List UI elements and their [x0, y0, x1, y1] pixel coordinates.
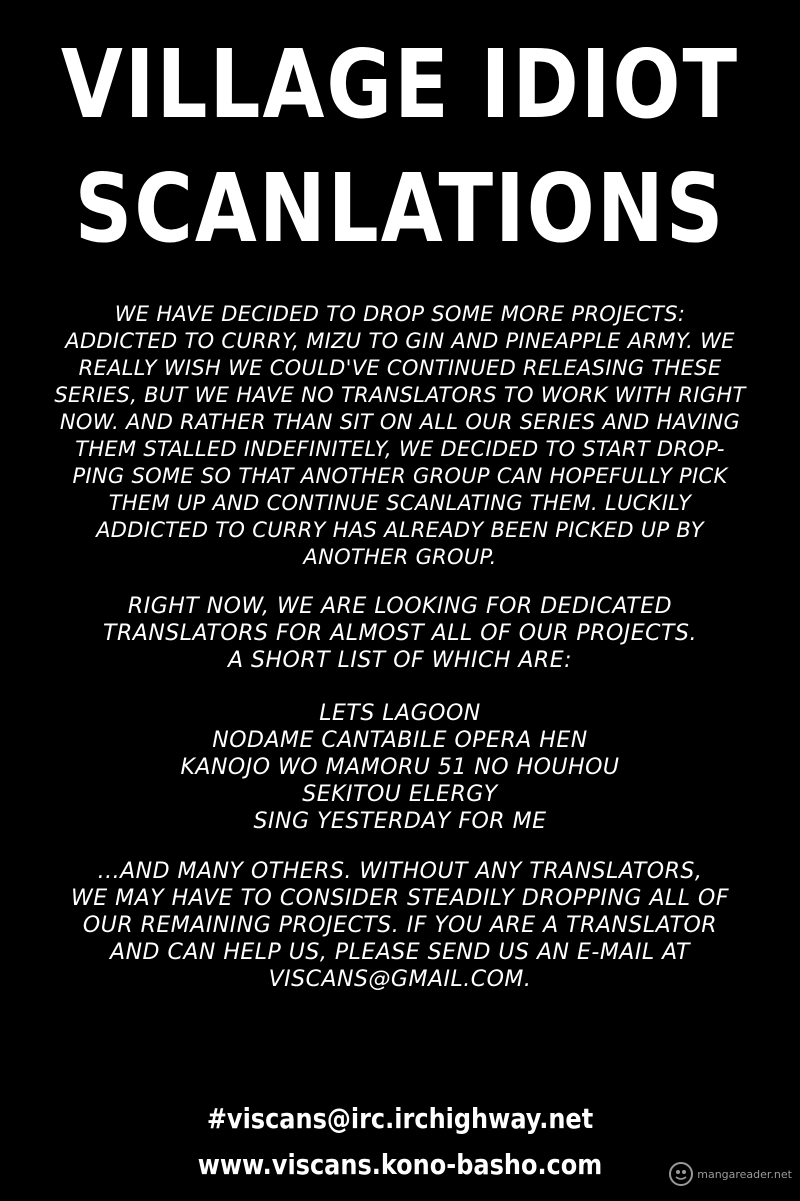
text-line: PING SOME SO THAT ANOTHER GROUP CAN HOPEFULLY PICK [72, 464, 728, 488]
text-line: THEM UP AND CONTINUE SCANLATING THEM. LUCKILY [108, 491, 692, 515]
text-line: AND CAN HELP US, PLEASE SEND US AN E-MAIL AT [110, 940, 690, 965]
email-address: VISCANS@GMAIL.COM. [268, 967, 532, 992]
irc-channel: #viscans@irc.irchighway.net [206, 1102, 594, 1136]
text-line: OUR REMAINING PROJECTS. IF YOU ARE A TRANSLATOR [82, 913, 718, 938]
text-line: REALLY WISH WE COULD'VE CONTINUED RELEASING THESE [78, 356, 722, 380]
project-list-item: LETS LAGOON [319, 701, 481, 726]
project-list-item: KANOJO WO MAMORU 51 NO HOUHOU [180, 755, 620, 780]
watermark-text: mangareader.net [697, 1167, 792, 1181]
group-title-line-1: VILLAGE IDIOT [60, 29, 740, 140]
closing-paragraph [10, 858, 790, 993]
text-line: WE HAVE DECIDED TO DROP SOME MORE PROJECTS: [114, 302, 686, 326]
website-url: www.viscans.kono-basho.com [197, 1148, 603, 1182]
project-list-item: NODAME CANTABILE OPERA HEN [212, 728, 588, 753]
text-line: NOW. AND RATHER THAN SIT ON ALL OUR SERIES AND HAVING [59, 410, 741, 434]
text-line: SERIES, BUT WE HAVE NO TRANSLATORS TO WORK WITH RIGHT [54, 383, 746, 407]
text-line: ANOTHER GROUP. [303, 545, 497, 569]
text-line: RIGHT NOW, WE ARE LOOKING FOR DEDICATED [127, 594, 673, 619]
mangareader-logo-icon [668, 1161, 694, 1187]
text-line: A SHORT LIST OF WHICH ARE: [227, 648, 573, 673]
project-list-item: SING YESTERDAY FOR ME [253, 809, 547, 834]
text-line: ADDICTED TO CURRY, MIZU TO GIN AND PINEAPPLE ARMY. WE [65, 329, 735, 353]
text-line: ADDICTED TO CURRY HAS ALREADY BEEN PICKED UP BY [96, 518, 704, 542]
watermark [668, 1161, 792, 1187]
recruit-paragraph [10, 593, 790, 674]
text-line: THEM STALLED INDEFINITELY, WE DECIDED TO START DROP- [75, 437, 725, 461]
project-list-item: SEKITOU ELERGY [302, 782, 498, 807]
text-line: WE MAY HAVE TO CONSIDER STEADILY DROPPING ALL OF [71, 886, 729, 911]
text-line: ...AND MANY OTHERS. WITHOUT ANY TRANSLATORS, [97, 859, 703, 884]
group-title-line-2: SCANLATIONS [74, 153, 726, 264]
drop-notice-paragraph [10, 301, 790, 571]
text-line: TRANSLATORS FOR ALMOST ALL OF OUR PROJECTS. [103, 621, 697, 646]
project-list [10, 700, 790, 835]
